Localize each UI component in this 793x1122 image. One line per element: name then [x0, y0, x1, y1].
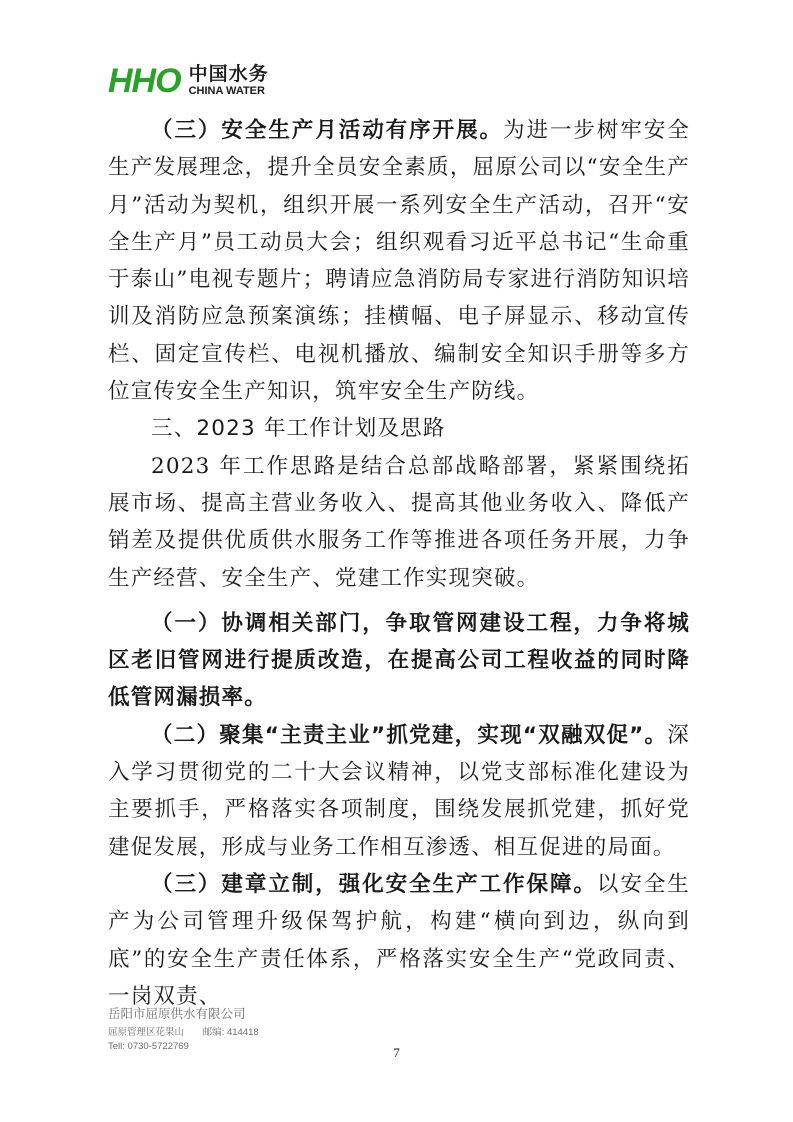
logo-mark: HHO — [108, 62, 181, 100]
logo-english-name: CHINA WATER — [188, 85, 265, 97]
paragraph-text: 为进一步树牢安全生产发展理念，提升全员安全素质，屈原公司以“安全生产月”活动为契机，组织开展一系列安全生产活动，召开“安全生产月”员工动员大会；组织观看习近平总书记“生命重于泰山”电视专题片；聘请应急消防局专家进行消防知识培训及消防应急预案演练；挂横幅、电子屏显示、移动宣传栏、固定宣传栏、电视机播放、编制安全知识手册等多方位宣传安全生产知识，筑牢安全生产防线。 — [108, 118, 690, 405]
page-number: 7 — [393, 1045, 400, 1060]
paragraph-lead: （三）安全生产月活动有序开展。 — [151, 118, 504, 143]
section-heading: 三、2023 年工作计划及思路 — [151, 416, 446, 442]
paragraph-work-plan: 2023 年工作思路是结合总部战略部署，紧紧围绕拓展市场、提高主营业务收入、提高其他业务收入、降低产销差及提供优质供水服务工作等推进各项任务开展，力争生产经营、安全生产、党建工作实现突破。 — [108, 453, 690, 591]
logo-text — [189, 65, 269, 97]
footer-tel: 0730-5722769 — [127, 1041, 189, 1052]
footer-tel-label: Tell: — [108, 1041, 125, 1052]
company-logo — [108, 64, 269, 98]
logo-chinese-name: 中国水务 — [188, 63, 269, 85]
document-body — [108, 112, 690, 1015]
footer-company-name: 岳阳市屈原供水有限公司 — [108, 1007, 246, 1021]
footer-address-line — [108, 1026, 259, 1040]
footer-address: 屈原管理区花果山 — [108, 1027, 185, 1038]
footer-postcode: 414418 — [226, 1027, 259, 1038]
paragraph-text: 深入学习贯彻党的二十大会议精神，以党支部标准化建设为主要抓手，严格落实各项制度，围绕发展抓党建，抓好党建促发展，形成与业务工作相互渗透、相互促进的局面。 — [108, 722, 690, 860]
paragraph-lead: （二）聚集“主责主业”抓党建，实现“双融双促”。 — [151, 722, 668, 748]
paragraph-safety-month — [108, 112, 690, 410]
paragraph-pipe-network: （一）协调相关部门，争取管网建设工程，力争将城区老旧管网进行提质改造，在提高公司工程收益的同时降低管网漏损率。 — [108, 610, 690, 711]
paragraph-text: 以安全生产为公司管理升级保驾护航，构建“横向到边，纵向到底”的安全生产责任体系，严格落实安全生产“党政同责、一岗双责、 — [108, 871, 690, 1009]
footer-postcode-label: 邮编: — [202, 1027, 225, 1038]
paragraph-party-building — [108, 717, 690, 866]
paragraph-safety-rules — [108, 866, 690, 1015]
paragraph-lead: （三）建章立制，强化安全生产工作保障。 — [151, 871, 597, 897]
